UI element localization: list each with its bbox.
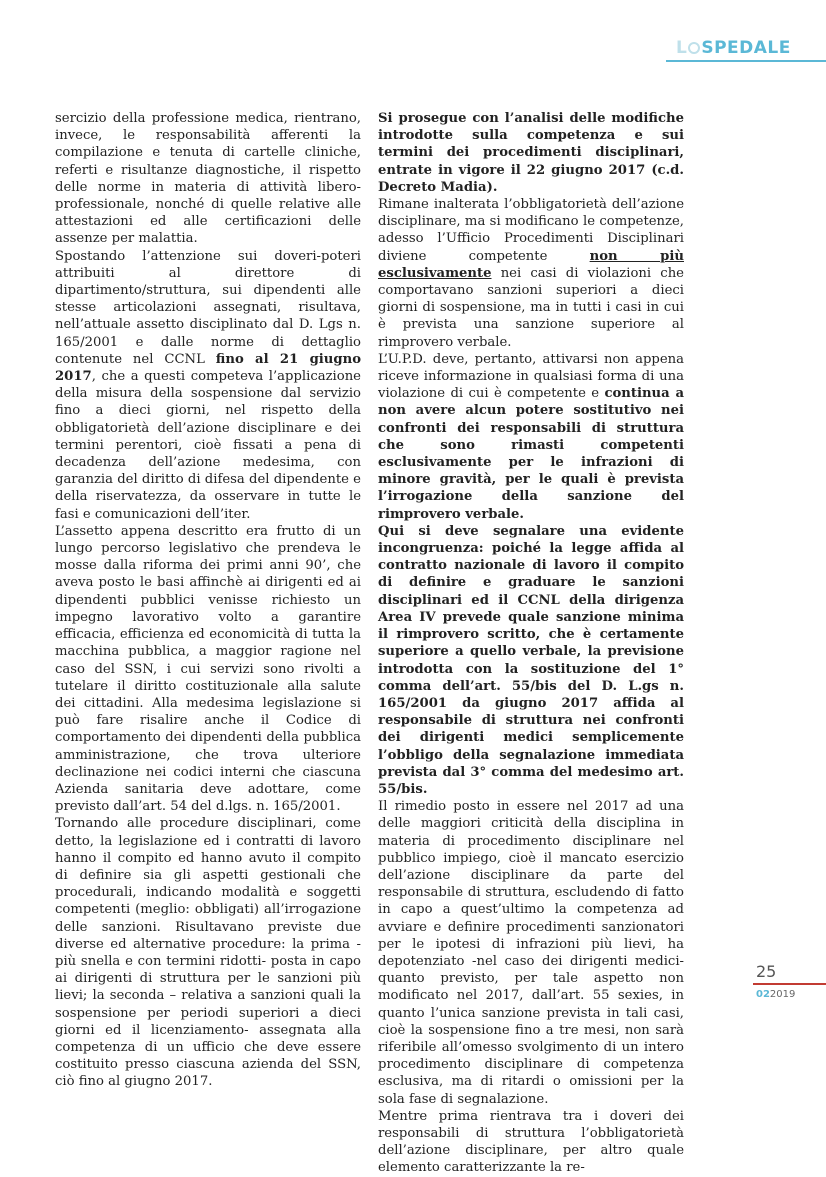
paragraph: Mentre prima rientrava tra i doveri dei responsabili di struttura l’obbligatorietà dell’azione disciplinare, per altro quale elemento caratterizzante la re- xyxy=(378,1108,684,1176)
underlined-emphasis: non più esclusivamente xyxy=(378,248,684,281)
magazine-logo xyxy=(676,38,791,58)
bold-emphasis: continua a non avere alcun potere sostitutivo nei confronti dei responsabili di struttura che sono rimasti competenti esclusivamente per le infrazioni di minore gravità, per le quali è prevista l’irrogazione della sanzione del rimprovero verbale. xyxy=(378,386,684,522)
paragraph-bold: Si prosegue con l’analisi delle modifiche introdotte sulla competenza e sui termini dei procedimenti disciplinari, entrate in vigore il 22 giugno 2017 (c.d. Decreto Madia). xyxy=(378,111,684,195)
logo-text: SPEDALE xyxy=(701,38,791,58)
left-column xyxy=(55,110,361,1091)
issue-year: 2019 xyxy=(769,989,796,1000)
paragraph: sercizio della professione medica, rientrano, invece, le responsabilità afferenti la compilazione e tenuta di cartelle cliniche, referti e risultanze diagnostiche, il rispetto delle norme in materia di attività libero-professionale, nonché di quelle relative alle attestazioni ed alle certificazioni delle assenze per malattia. xyxy=(55,111,361,247)
right-column xyxy=(378,110,684,1177)
paragraph: Rimane inalterata l’obbligatorietà dell’azione disciplinare, ma si modificano le competenze, adesso l’Ufficio Procedimenti Disciplinari diviene competente non più esclusivamente nei casi di violazioni che comportavano sanzioni superiori a dieci giorni di sospensione, ma in tutti i casi in cui è prevista una sanzione superiore al rimprovero verbale. xyxy=(378,197,684,350)
logo-letter: L xyxy=(676,38,688,58)
header-rule xyxy=(666,60,826,62)
logo-o-mark-icon xyxy=(688,42,700,54)
paragraph: Spostando l’attenzione sui doveri-poteri attribuiti al direttore di dipartimento/struttura, sui dipendenti alle stesse articolazioni assegnati, risultava, nell’attuale assetto disciplinato dal D. Lgs n. 165/2001 e dalle norme di dettaglio contenute nel CCNL fino al 21 giugno 2017, che a questi competeva l’applicazione della misura della sospensione dal servizio fino a dieci giorni, nel rispetto della obbligatorietà dell’azione disciplinare e dei termini perentori, cioè fissati a pena di decadenza dell’azione medesima, con garanzia del diritto di difesa del dipendente e della riservatezza, da osservare in tutte le fasi e comunicazioni dell’iter. xyxy=(55,248,362,522)
bold-emphasis: fino al 21 giugno 2017 xyxy=(55,351,362,385)
page-number: 25 xyxy=(756,962,777,981)
paragraph-bold: Qui si deve segnalare una evidente incongruenza: poiché la legge affida al contratto nazionale di lavoro il compito di definire e graduare le sanzioni disciplinari ed il CCNL della dirigenza Area IV prevede quale sanzione minima il rimprovero scritto, che è certamente superiore a quello verbale, la previsione introdotta con la sostituzione del 1° comma dell’art. 55/bis del D. L.gs n. 165/2001 da giugno 2017 affida al responsabile di struttura nei confronti dei dirigenti medici semplicemente l’obbligo della segnalazione immediata prevista dal 3° comma del medesimo art. 55/bis. xyxy=(378,523,684,797)
masthead xyxy=(666,38,826,58)
paragraph: Tornando alle procedure disciplinari, come detto, la legislazione ed i contratti di lavoro hanno il compito ed hanno avuto il compito di definire sia gli aspetti gestionali che procedurali, indicando modalità e soggetti competenti (meglio: obbligati) all’irrogazione delle sanzioni. Risultavano previste due diverse ed alternative procedure: la prima -più snella e con termini ridotti- posta in capo ai dirigenti di struttura per le sanzioni più lievi; la seconda – relativa a sanzioni quali la sospensione per periodi superiori a dieci giorni ed il licenziamento- assegnata alla competenza di un ufficio che deve essere costituito presso ciascuna azienda del SSN, ciò fino al giugno 2017. xyxy=(55,816,361,1090)
paragraph: L’U.P.D. deve, pertanto, attivarsi non appena riceve informazione in qualsiasi forma di una violazione di cui è competente e continua a non avere alcun potere sostitutivo nei confronti dei responsabili di struttura che sono rimasti competenti esclusivamente per le infrazioni di minore gravità, per le quali è prevista l’irrogazione della sanzione del rimprovero verbale. xyxy=(378,351,684,522)
issue-label xyxy=(756,989,795,1000)
paragraph: Il rimedio posto in essere nel 2017 ad una delle maggiori criticità della disciplina in materia di procedimento disciplinare nel pubblico impiego, cioè il mancato esercizio dell’azione disciplinare da parte del responsabile di struttura, escludendo di fatto in capo a quest’ultimo la competenza ad avviare e definire procedimenti sanzionatori per le ipotesi di infrazioni più lievi, ha depotenziato -nel caso dei dirigenti medici- quanto previsto, per tale aspetto non modificato nel 2017, dall’art. 55 sexies, in quanto l’unica sanzione prevista in tali casi, cioè la sospensione fino a tre mesi, non sarà riferibile all’omesso svolgimento di un intero procedimento disciplinare di competenza esclusiva, ma di ritardi o omissioni per la sola fase di segnalazione. xyxy=(378,799,684,1107)
paragraph: L’assetto appena descritto era frutto di un lungo percorso legislativo che prendeva le mosse dalla riforma dei primi anni 90’, che aveva posto le basi affinchè ai dirigenti ed ai dipendenti pubblici venisse richiesto un impegno lavorativo volto a garantire efficacia, efficienza ed economicità di tutta la macchina pubblica, a maggior ragione nel caso del SSN, i cui servizi sono rivolti a tutelare il diritto costituzionale alla salute dei cittadini. Alla medesima legislazione si può fare risalire anche il Codice di comportamento dei dipendenti della pubblica amministrazione, che trova ulteriore declinazione nei codici interni che ciascuna Azienda sanitaria deve adottare, come previsto dall’art. 54 del d.lgs. n. 165/2001. xyxy=(55,523,361,815)
issue-number: 02 xyxy=(756,989,770,1000)
footer-rule xyxy=(753,983,826,985)
